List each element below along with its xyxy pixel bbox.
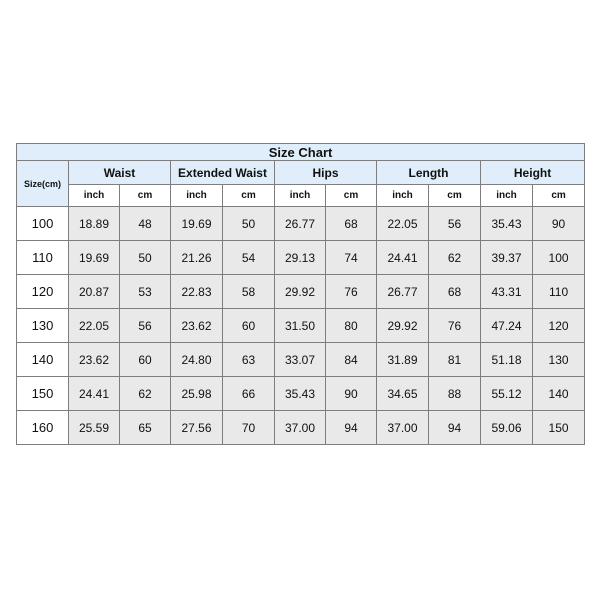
size-cell: 100	[17, 207, 69, 241]
value-cell: 22.05	[377, 207, 429, 241]
value-cell: 63	[223, 343, 275, 377]
value-cell: 53	[120, 275, 171, 309]
value-cell: 62	[429, 241, 481, 275]
value-cell: 54	[223, 241, 275, 275]
value-cell: 50	[120, 241, 171, 275]
value-cell: 56	[120, 309, 171, 343]
value-cell: 21.26	[171, 241, 223, 275]
value-cell: 50	[223, 207, 275, 241]
value-cell: 33.07	[275, 343, 326, 377]
unit-header-inch: inch	[275, 185, 326, 207]
value-cell: 110	[533, 275, 585, 309]
table-row	[17, 343, 585, 377]
value-cell: 29.13	[275, 241, 326, 275]
chart-title: Size Chart	[17, 144, 585, 161]
value-cell: 58	[223, 275, 275, 309]
size-chart-table	[16, 143, 585, 445]
value-cell: 68	[326, 207, 377, 241]
value-cell: 24.41	[69, 377, 120, 411]
unit-header-cm: cm	[223, 185, 275, 207]
size-cell: 150	[17, 377, 69, 411]
unit-header-cm: cm	[533, 185, 585, 207]
value-cell: 18.89	[69, 207, 120, 241]
value-cell: 66	[223, 377, 275, 411]
value-cell: 68	[429, 275, 481, 309]
value-cell: 90	[533, 207, 585, 241]
value-cell: 22.05	[69, 309, 120, 343]
value-cell: 27.56	[171, 411, 223, 445]
value-cell: 31.89	[377, 343, 429, 377]
table-row	[17, 377, 585, 411]
value-cell: 55.12	[481, 377, 533, 411]
size-column-header: Size(cm)	[17, 161, 69, 207]
value-cell: 37.00	[377, 411, 429, 445]
value-cell: 19.69	[69, 241, 120, 275]
value-cell: 80	[326, 309, 377, 343]
size-cell: 130	[17, 309, 69, 343]
value-cell: 24.41	[377, 241, 429, 275]
value-cell: 140	[533, 377, 585, 411]
value-cell: 25.59	[69, 411, 120, 445]
group-header-row	[17, 161, 585, 185]
value-cell: 26.77	[275, 207, 326, 241]
unit-header-inch: inch	[377, 185, 429, 207]
value-cell: 56	[429, 207, 481, 241]
unit-header-cm: cm	[429, 185, 481, 207]
value-cell: 31.50	[275, 309, 326, 343]
value-cell: 94	[326, 411, 377, 445]
value-cell: 29.92	[377, 309, 429, 343]
unit-header-cm: cm	[326, 185, 377, 207]
value-cell: 76	[429, 309, 481, 343]
value-cell: 84	[326, 343, 377, 377]
table-row	[17, 309, 585, 343]
group-header-height: Height	[481, 161, 585, 185]
value-cell: 76	[326, 275, 377, 309]
value-cell: 25.98	[171, 377, 223, 411]
value-cell: 22.83	[171, 275, 223, 309]
value-cell: 19.69	[171, 207, 223, 241]
group-header-length: Length	[377, 161, 481, 185]
value-cell: 24.80	[171, 343, 223, 377]
value-cell: 29.92	[275, 275, 326, 309]
unit-header-cm: cm	[120, 185, 171, 207]
table-row	[17, 207, 585, 241]
size-cell: 120	[17, 275, 69, 309]
value-cell: 59.06	[481, 411, 533, 445]
table-body	[17, 207, 585, 445]
value-cell: 81	[429, 343, 481, 377]
value-cell: 130	[533, 343, 585, 377]
value-cell: 62	[120, 377, 171, 411]
group-header-hips: Hips	[275, 161, 377, 185]
table-row	[17, 275, 585, 309]
value-cell: 65	[120, 411, 171, 445]
value-cell: 34.65	[377, 377, 429, 411]
value-cell: 90	[326, 377, 377, 411]
value-cell: 100	[533, 241, 585, 275]
value-cell: 20.87	[69, 275, 120, 309]
value-cell: 60	[120, 343, 171, 377]
unit-header-row	[17, 185, 585, 207]
value-cell: 23.62	[69, 343, 120, 377]
value-cell: 23.62	[171, 309, 223, 343]
unit-header-inch: inch	[69, 185, 120, 207]
group-header-extended-waist: Extended Waist	[171, 161, 275, 185]
value-cell: 51.18	[481, 343, 533, 377]
unit-header-inch: inch	[481, 185, 533, 207]
value-cell: 39.37	[481, 241, 533, 275]
value-cell: 35.43	[275, 377, 326, 411]
size-cell: 140	[17, 343, 69, 377]
title-row	[17, 144, 585, 161]
value-cell: 37.00	[275, 411, 326, 445]
value-cell: 47.24	[481, 309, 533, 343]
unit-header-inch: inch	[171, 185, 223, 207]
value-cell: 94	[429, 411, 481, 445]
value-cell: 70	[223, 411, 275, 445]
table-row	[17, 411, 585, 445]
value-cell: 35.43	[481, 207, 533, 241]
value-cell: 48	[120, 207, 171, 241]
group-header-waist: Waist	[69, 161, 171, 185]
value-cell: 60	[223, 309, 275, 343]
value-cell: 74	[326, 241, 377, 275]
value-cell: 120	[533, 309, 585, 343]
value-cell: 43.31	[481, 275, 533, 309]
size-cell: 110	[17, 241, 69, 275]
size-cell: 160	[17, 411, 69, 445]
value-cell: 150	[533, 411, 585, 445]
value-cell: 88	[429, 377, 481, 411]
value-cell: 26.77	[377, 275, 429, 309]
table-row	[17, 241, 585, 275]
